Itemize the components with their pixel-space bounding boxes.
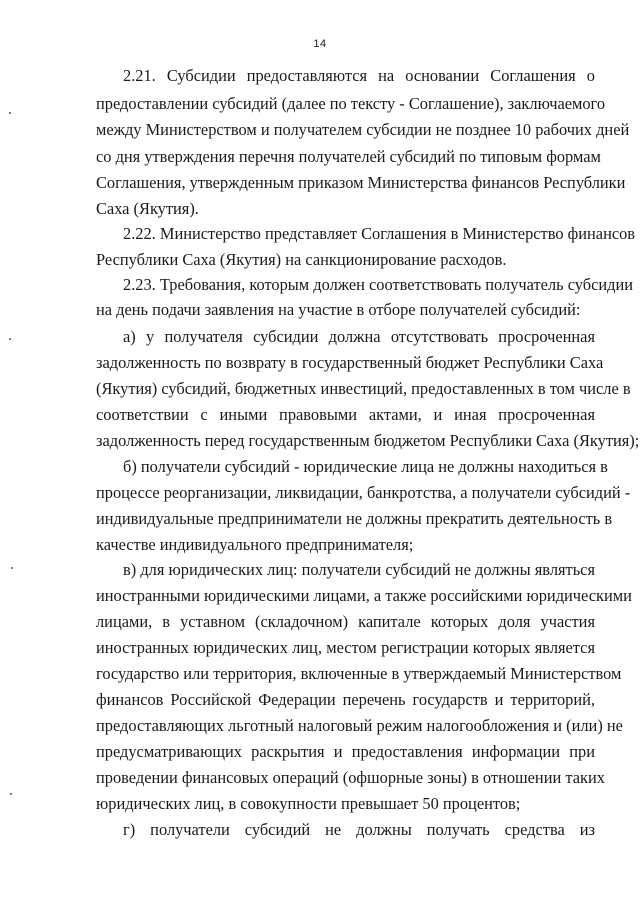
text-line: индивидуальные предприниматели не должны прекратить деятельность в [96,509,613,528]
scan-speck [9,112,11,114]
text-line: задолженность по возврату в государственный бюджет Республики Саха [96,353,604,372]
text-line: задолженность перед государственным бюджетом Республики Саха (Якутия); [96,431,640,450]
text-line: предоставлении субсидий (далее по тексту - Соглашение), заключаемого [96,94,606,113]
text-line: иностранных юридических лиц, местом регистрации которых является [96,638,595,657]
text-line: лицами, в уставном (складочном) капитале которых доля участия [96,612,595,631]
scan-speck [9,338,11,340]
text-line: 2.21. Субсидии предоставляются на основании Соглашения о [123,66,595,85]
text-line: процессе реорганизации, ликвидации, банкротства, а получатели субсидий - [96,483,631,502]
text-line: г) получатели субсидий не должны получать средства из [123,820,595,839]
text-line: Республики Саха (Якутия) на санкционирование расходов. [96,250,507,269]
text-line: а) у получателя субсидии должна отсутствовать просроченная [123,327,595,346]
text-line: соответствии с иными правовыми актами, и иная просроченная [96,405,595,424]
text-line: Соглашения, утвержденным приказом Министерства финансов Республики [96,173,626,192]
text-line: государство или территория, включенные в утверждаемый Министерством [96,664,622,683]
text-line: предусматривающих раскрытия и предоставления информации при [96,742,595,761]
text-line: иностранными юридическими лицами, а также российскими юридическими [96,586,632,605]
text-line: проведении финансовых операций (офшорные зоны) в отношении таких [96,768,605,787]
text-line: между Министерством и получателем субсидии не позднее 10 рабочих дней [96,120,630,139]
page-number: 14 [313,38,327,50]
text-line: 2.22. Министерство представляет Соглашения в Министерство финансов [123,224,636,243]
scan-speck [11,567,13,569]
text-line: финансов Российской Федерации перечень государств и территорий, [96,690,595,709]
text-line: (Якутия) субсидий, бюджетных инвестиций, предоставленных в том числе в [96,379,631,398]
text-line: качестве индивидуального предпринимателя; [96,535,414,554]
text-line: 2.23. Требования, которым должен соответствовать получатель субсидии [123,275,634,294]
text-line: со дня утверждения перечня получателей субсидий по типовым формам [96,147,601,166]
scan-speck [10,793,12,795]
text-line: на день подачи заявления на участие в отборе получателей субсидий: [96,300,581,319]
text-line: Саха (Якутия). [96,199,199,218]
text-line: юридических лиц, в совокупности превышает 50 процентов; [96,794,521,813]
text-line: в) для юридических лиц: получатели субсидий не должны являться [123,560,595,579]
text-line: предоставляющих льготный налоговый режим налогообложения и (или) не [96,716,623,735]
text-line: б) получатели субсидий - юридические лица не должны находиться в [123,457,608,476]
